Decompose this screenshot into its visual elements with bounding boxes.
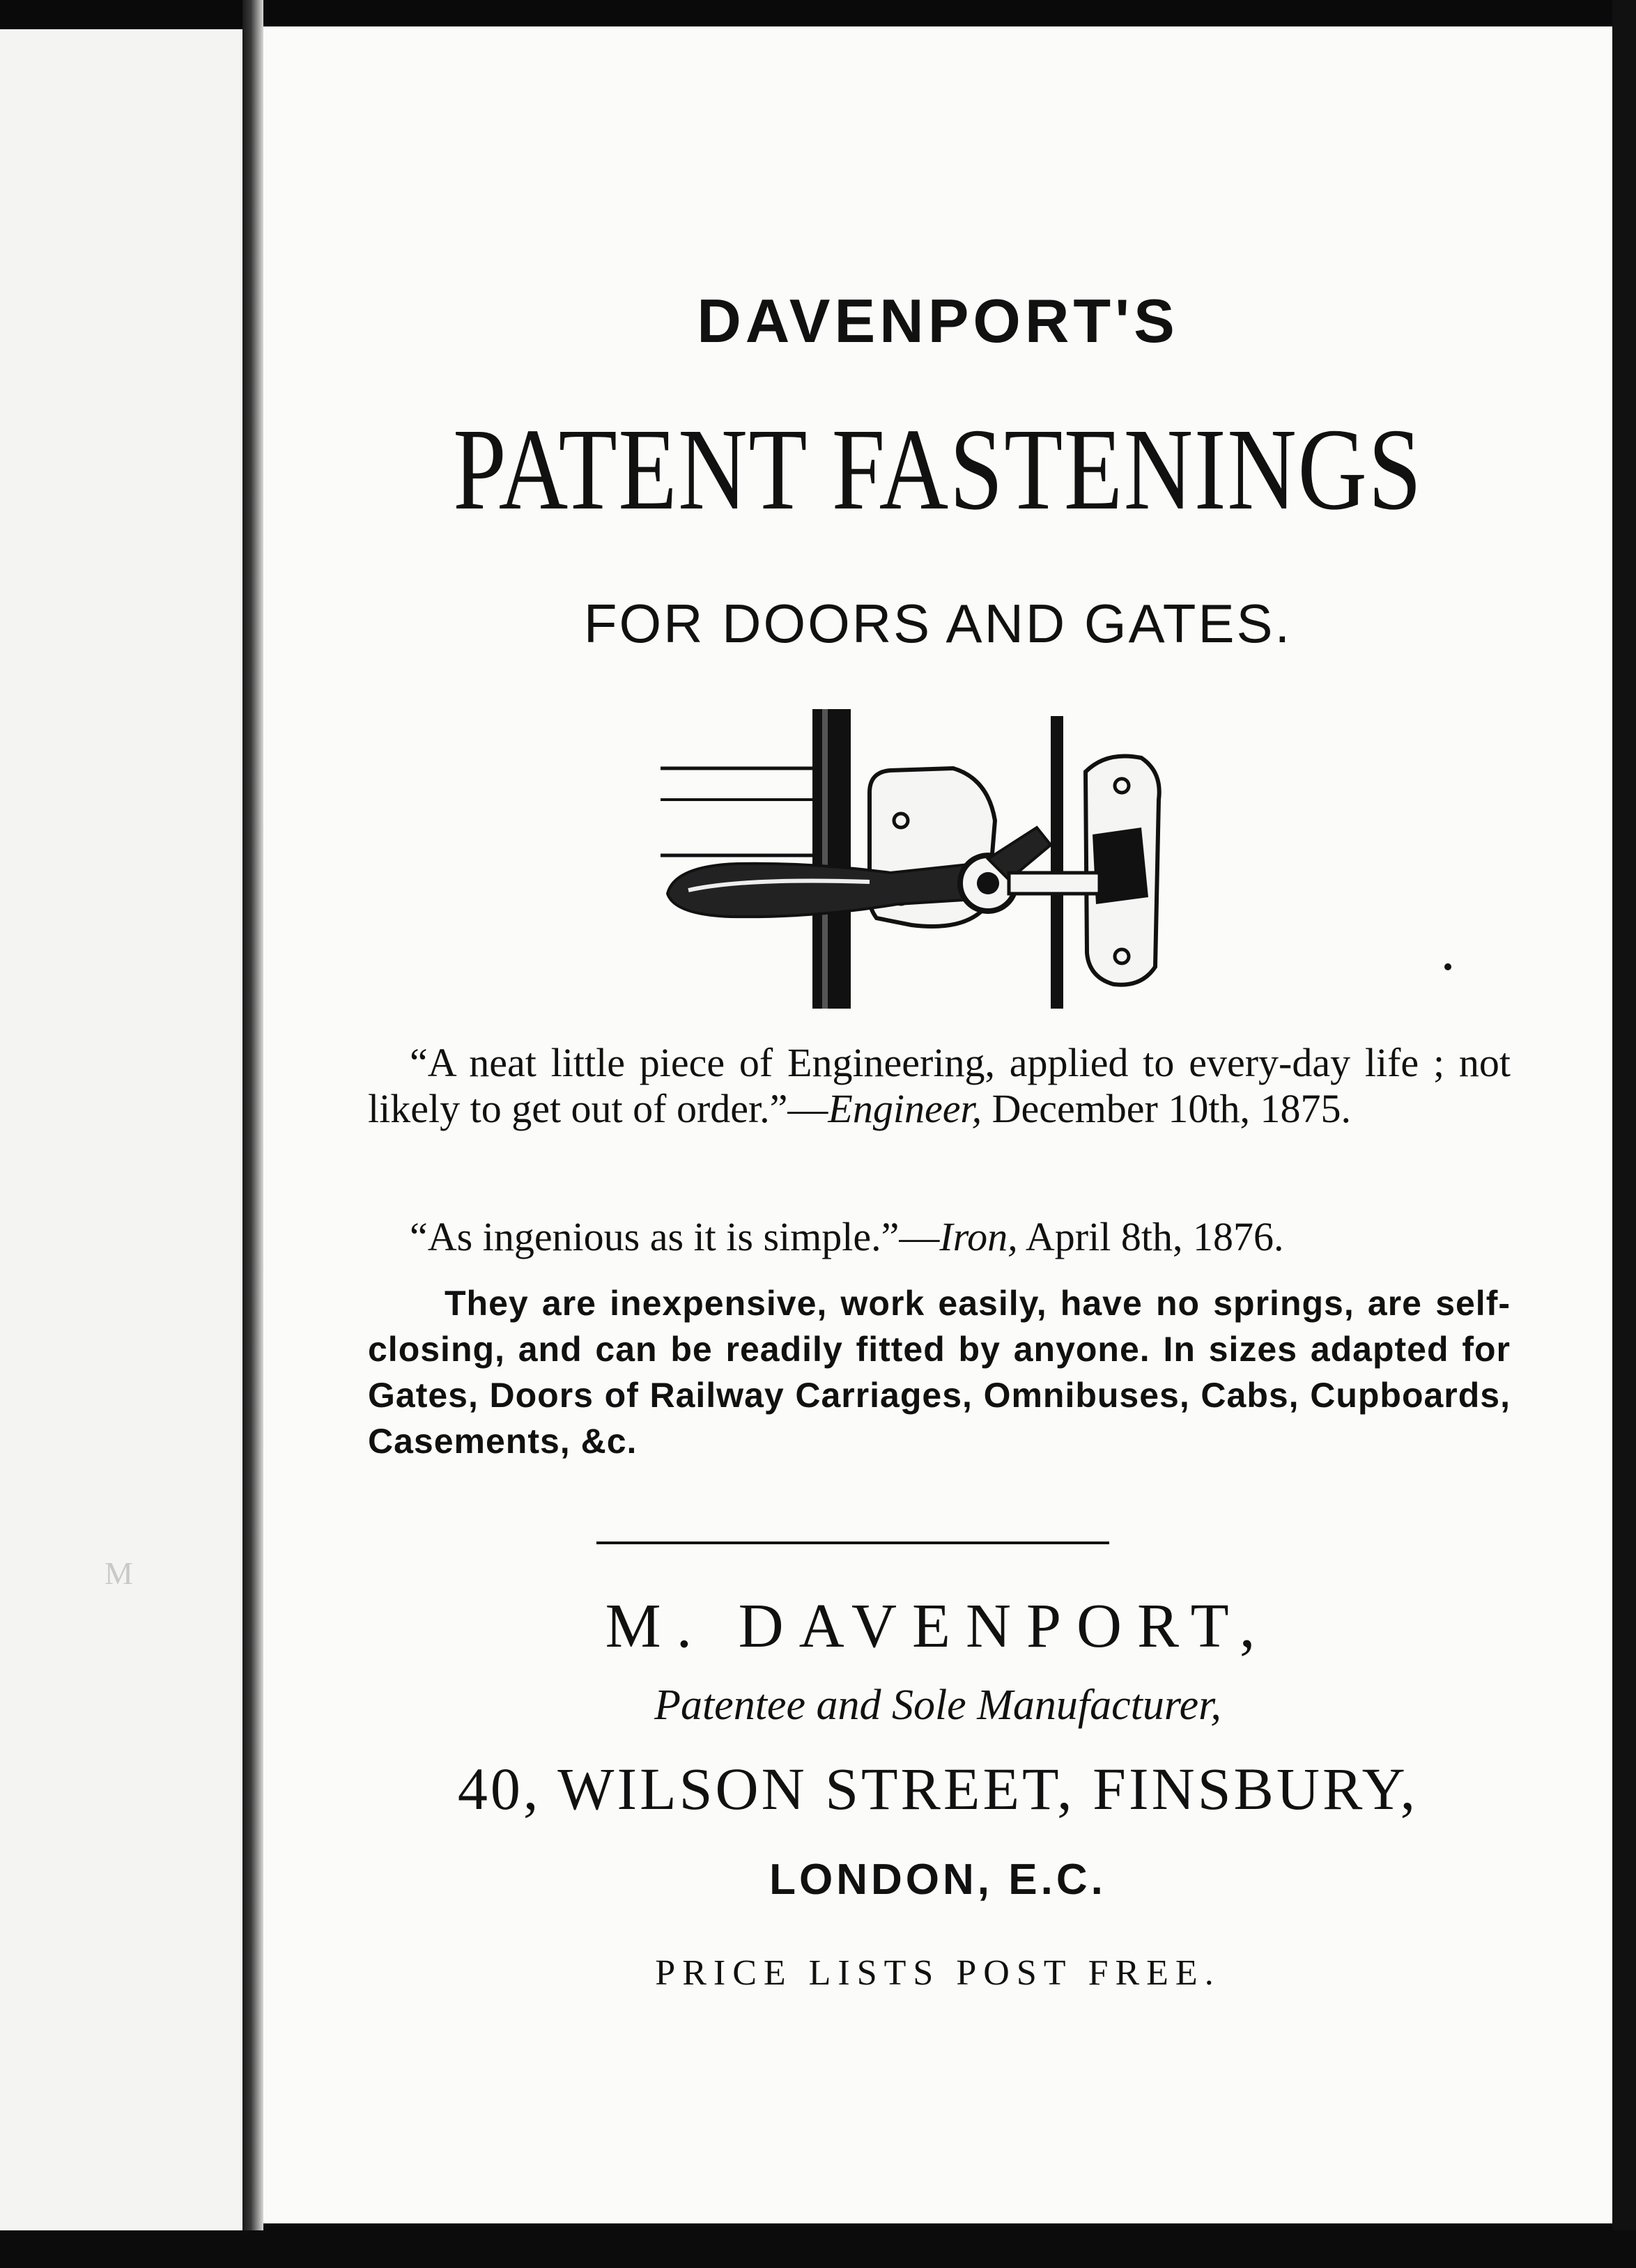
product-title: PATENT FASTENINGS — [453, 405, 1423, 534]
scan-border-right — [1612, 0, 1636, 2268]
quote-text: “As ingenious as it is simple.”— — [410, 1214, 940, 1259]
gate-latch-illustration — [661, 695, 1462, 1009]
advert-page — [263, 26, 1612, 2223]
maker-role: Patentee and Sole Manufacturer, — [654, 1681, 1221, 1729]
quote-date: April 8th, 1876. — [1017, 1214, 1284, 1259]
quote-text: “A neat little piece of Engineering, applied to every-day life ; not likely to get out of order.”— — [368, 1040, 1511, 1131]
quote-source: Iron, — [939, 1214, 1018, 1259]
quote-source: Engineer, — [828, 1086, 982, 1131]
bleed-through-text: M — [105, 1555, 133, 1591]
quote-date: December 10th, 1875. — [982, 1086, 1351, 1131]
street-address: 40, WILSON STREET, FINSBURY, — [457, 1755, 1419, 1822]
price-list-note: PRICE LISTS POST FREE. — [655, 1953, 1221, 1993]
press-quote-engineer — [368, 1040, 1511, 1132]
book-gutter — [242, 0, 263, 2268]
product-subtitle: FOR DOORS AND GATES. — [583, 593, 1292, 654]
product-description: They are inexpensive, work easily, have no springs, are self-closing, and can be readily fitted by anyone. In sizes adapted for Gates, Doors of Railway Carriages, Omnibuses, Cabs, Cupboards, Casements, &c. — [368, 1284, 1511, 1461]
maker-name: M. DAVENPORT, — [605, 1592, 1271, 1661]
facing-page — [0, 29, 247, 2230]
city-line: LONDON, E.C. — [769, 1856, 1106, 1904]
brand-heading: DAVENPORT'S — [697, 286, 1179, 355]
divider-rule — [596, 1541, 1109, 1544]
press-quote-iron — [368, 1214, 1511, 1260]
scan-border-bottom — [0, 2230, 1636, 2268]
